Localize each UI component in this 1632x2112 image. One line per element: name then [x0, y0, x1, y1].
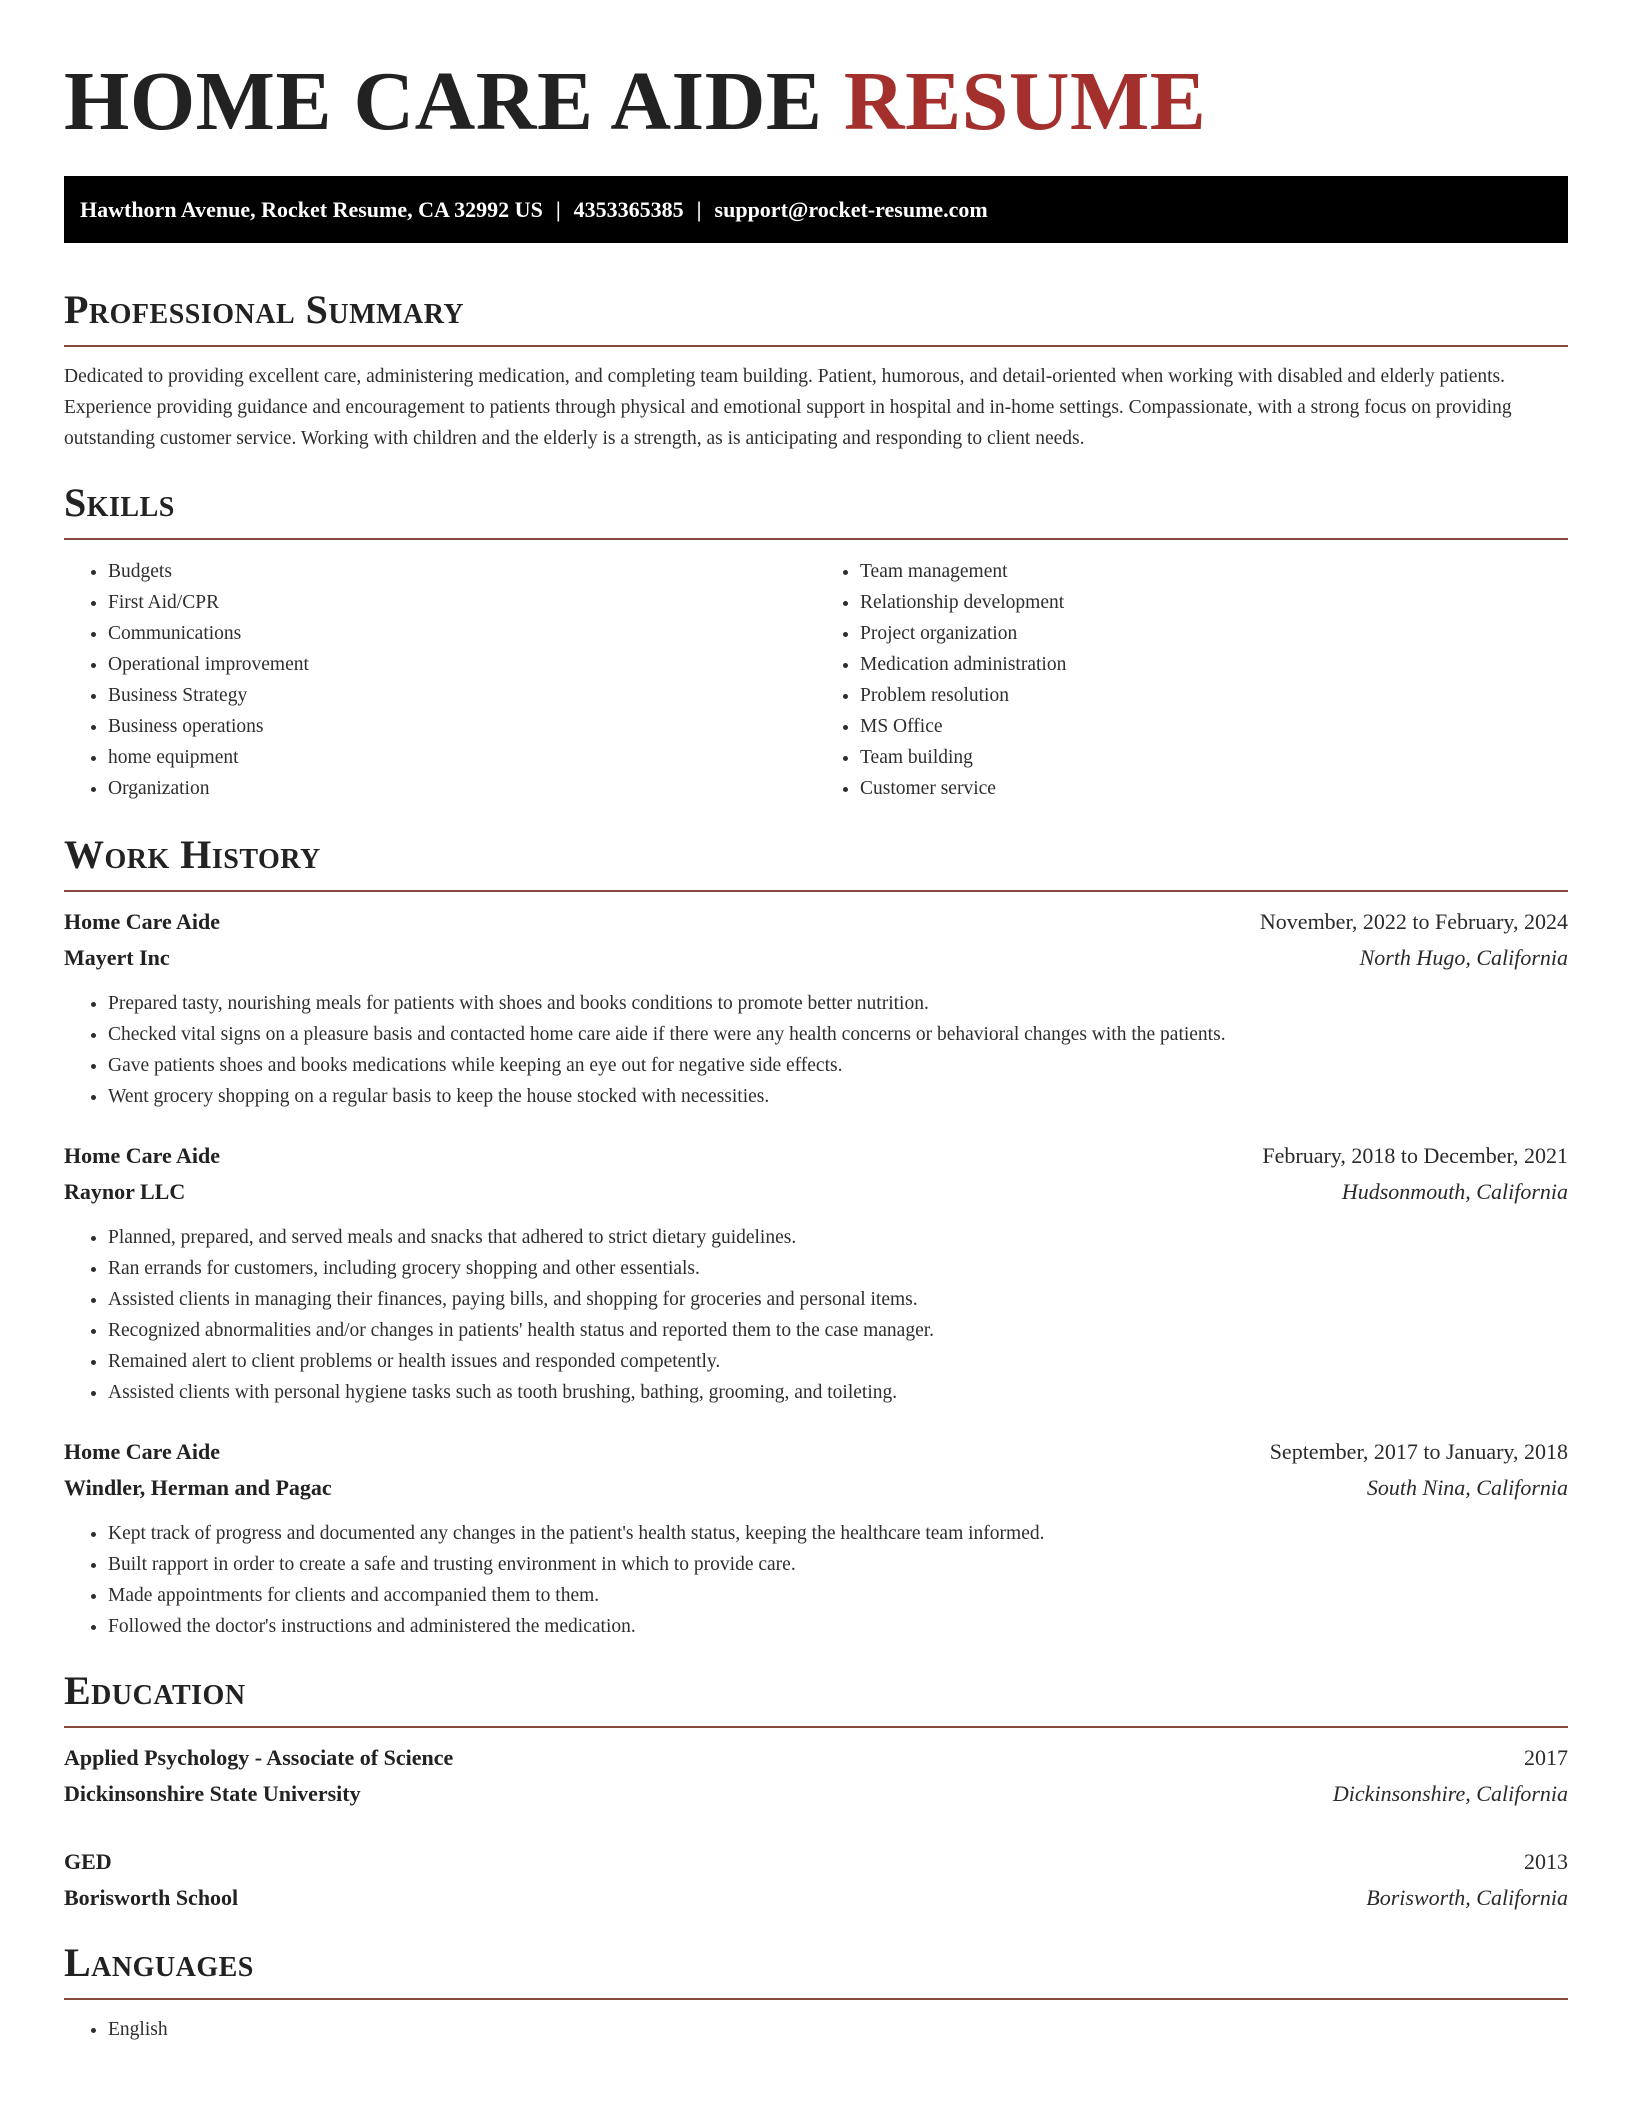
job-bullet: • Checked vital signs on a pleasure basis and contacted home care aide if there were any health concerns or behavioral changes with the patients.	[108, 1019, 1568, 1050]
job-location: South Nina, California	[1366, 1475, 1568, 1500]
job-header	[64, 1434, 1568, 1470]
resume-page	[64, 0, 1568, 2045]
education-header	[64, 1844, 1568, 1880]
job-bullet: • Made appointments for clients and accompanied them to them.	[108, 1580, 1568, 1611]
skill-item: • Customer service	[860, 773, 1568, 804]
skill-item: • Business operations	[108, 711, 816, 742]
job-title: Home Care Aide	[64, 909, 221, 934]
job-bullet: • Built rapport in order to create a safe and trusting environment in which to provide care.	[108, 1549, 1568, 1580]
education-location: Dickinsonshire, California	[1332, 1781, 1568, 1806]
section-divider	[64, 345, 1568, 347]
education-school: Borisworth School	[64, 1885, 239, 1910]
job-bullet: • Remained alert to client problems or health issues and responded competently.	[108, 1346, 1568, 1377]
job-bullets	[64, 988, 1568, 1112]
contact-separator: |	[696, 197, 702, 222]
contact-bar	[64, 176, 1568, 243]
skills-heading: Skills	[64, 480, 175, 525]
job-company: Raynor LLC	[64, 1179, 186, 1204]
job-bullets	[64, 1518, 1568, 1642]
languages-heading: Languages	[64, 1940, 254, 1985]
education-header	[64, 1740, 1568, 1776]
section-divider	[64, 1726, 1568, 1728]
skill-item: • Communications	[108, 618, 816, 649]
section-divider	[64, 890, 1568, 892]
job-bullets	[64, 1222, 1568, 1408]
education-heading: Education	[64, 1668, 246, 1713]
job-subheader	[64, 1470, 1568, 1506]
summary-heading: Professional Summary	[64, 287, 465, 332]
title-main: HOME CARE AIDE	[64, 55, 823, 148]
job-header	[64, 904, 1568, 940]
language-item: • English	[108, 2014, 1568, 2045]
languages-list	[64, 2014, 1568, 2045]
job-company: Windler, Herman and Pagac	[64, 1475, 332, 1500]
title-accent: RESUME	[843, 55, 1207, 148]
skills-list-left	[64, 556, 816, 804]
work-heading: Work History	[64, 832, 321, 877]
job-location: North Hugo, California	[1359, 945, 1568, 970]
job-dates: November, 2022 to February, 2024	[1259, 909, 1568, 934]
skills-columns	[64, 556, 1568, 804]
skill-item: • Budgets	[108, 556, 816, 587]
education-degree: Applied Psychology - Associate of Science	[64, 1745, 454, 1770]
skill-item: • Problem resolution	[860, 680, 1568, 711]
contact-separator: |	[555, 197, 561, 222]
job-dates: February, 2018 to December, 2021	[1262, 1143, 1568, 1168]
job-bullet: • Went grocery shopping on a regular basis to keep the house stocked with necessities.	[108, 1081, 1568, 1112]
skill-item: • home equipment	[108, 742, 816, 773]
job-company: Mayert Inc	[64, 945, 170, 970]
skill-item: • Business Strategy	[108, 680, 816, 711]
job-bullet: • Prepared tasty, nourishing meals for patients with shoes and books conditions to promote better nutrition.	[108, 988, 1568, 1019]
job-bullet: • Ran errands for customers, including grocery shopping and other essentials.	[108, 1253, 1568, 1284]
section-divider	[64, 1998, 1568, 2000]
education-year: 2017	[1524, 1745, 1568, 1770]
job-header	[64, 1138, 1568, 1174]
education-location: Borisworth, California	[1366, 1885, 1568, 1910]
job-bullet: • Recognized abnormalities and/or changes in patients' health status and reported them to the case manager.	[108, 1315, 1568, 1346]
job-entry	[64, 1434, 1568, 1642]
job-bullet: • Followed the doctor's instructions and administered the medication.	[108, 1611, 1568, 1642]
education-entry	[64, 1740, 1568, 1812]
education-entry	[64, 1844, 1568, 1916]
resume-title	[64, 0, 1568, 176]
skill-item: • Team management	[860, 556, 1568, 587]
contact-phone: 4353365385	[573, 197, 684, 222]
job-subheader	[64, 940, 1568, 976]
skill-item: • Team building	[860, 742, 1568, 773]
job-bullet: • Planned, prepared, and served meals and snacks that adhered to strict dietary guidelines.	[108, 1222, 1568, 1253]
job-bullet: • Kept track of progress and documented any changes in the patient's health status, keeping the healthcare team informed.	[108, 1518, 1568, 1549]
skill-item: • Operational improvement	[108, 649, 816, 680]
skill-item: • MS Office	[860, 711, 1568, 742]
education-school: Dickinsonshire State University	[64, 1781, 361, 1806]
summary-text: Dedicated to providing excellent care, administering medication, and completing team building. Patient, humorous, and detail-oriented when working with disabled and elderly patients. Experience providing guidance and encouragement to patients through physical and emotional support in hospital and in-home settings. Compassionate, with a strong focus on providing outstanding customer service. Working with children and the elderly is a strength, as is anticipating and responding to client needs.	[64, 366, 1512, 449]
job-entry	[64, 1138, 1568, 1408]
education-degree: GED	[64, 1849, 112, 1874]
job-entry	[64, 904, 1568, 1112]
job-title: Home Care Aide	[64, 1439, 221, 1464]
job-dates: September, 2017 to January, 2018	[1269, 1439, 1568, 1464]
section-divider	[64, 538, 1568, 540]
education-year: 2013	[1524, 1849, 1568, 1874]
contact-address: Hawthorn Avenue, Rocket Resume, CA 32992 US	[80, 197, 543, 222]
job-subheader	[64, 1174, 1568, 1210]
job-title: Home Care Aide	[64, 1143, 221, 1168]
job-bullet: • Assisted clients with personal hygiene tasks such as tooth brushing, bathing, grooming, and toileting.	[108, 1377, 1568, 1408]
skill-item: • First Aid/CPR	[108, 587, 816, 618]
skill-item: • Medication administration	[860, 649, 1568, 680]
education-subheader	[64, 1880, 1568, 1916]
education-subheader	[64, 1776, 1568, 1812]
skill-item: • Relationship development	[860, 587, 1568, 618]
job-bullet: • Gave patients shoes and books medications while keeping an eye out for negative side effects.	[108, 1050, 1568, 1081]
job-bullet: • Assisted clients in managing their finances, paying bills, and shopping for groceries and personal items.	[108, 1284, 1568, 1315]
skill-item: • Project organization	[860, 618, 1568, 649]
skills-list-right	[816, 556, 1568, 804]
job-location: Hudsonmouth, California	[1341, 1179, 1568, 1204]
skill-item: • Organization	[108, 773, 816, 804]
contact-email: support@rocket-resume.com	[714, 197, 988, 222]
